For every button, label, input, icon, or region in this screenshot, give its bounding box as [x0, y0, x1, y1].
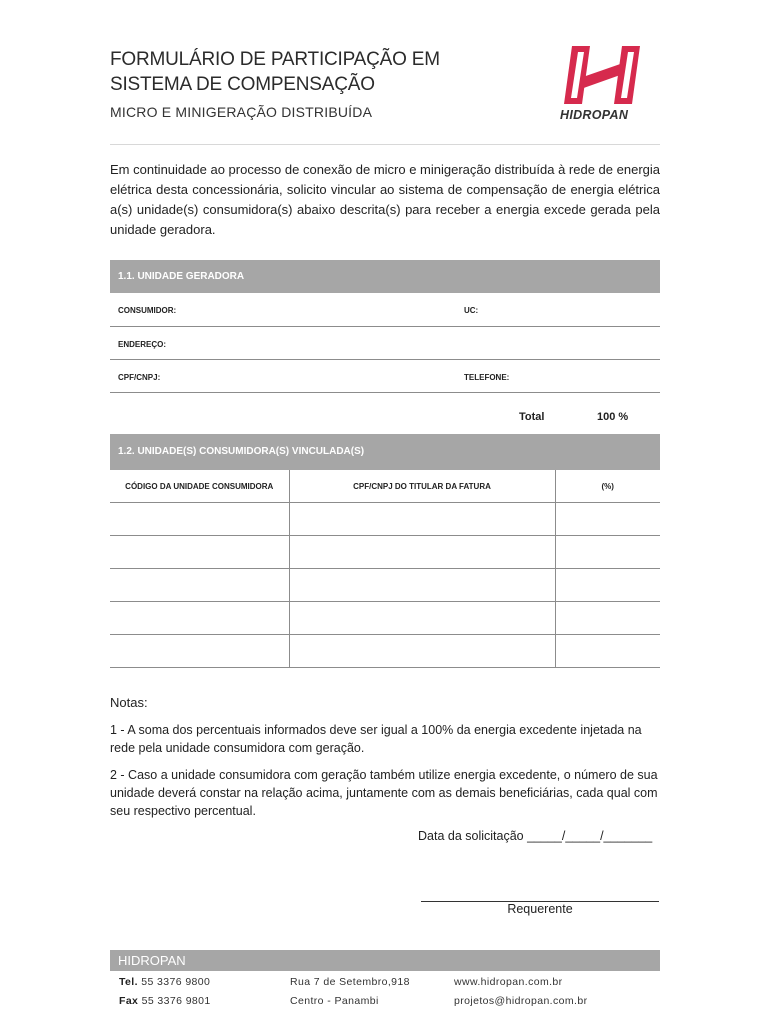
footer-fax [119, 995, 211, 1007]
cpf-cell[interactable] [289, 602, 555, 635]
tel-label: Tel. [119, 976, 138, 988]
percent-cell[interactable] [555, 635, 660, 668]
column-header-codigo: CÓDIGO DA UNIDADE CONSUMIDORA [110, 470, 289, 503]
request-date-field: Data da solicitação _____/_____/_______ [418, 829, 653, 843]
intro-paragraph: Em continuidade ao processo de conexão de micro e minigeração distribuída à rede de energia elétrica desta concessionária, solicito vincular ao sistema de compensação de energia elétrica a(s) unidade(s) consumidora(s) abaixo descrita(s) para receber a energia excede gerada pela unidade geradora. [110, 162, 660, 237]
codigo-cell[interactable] [110, 503, 289, 536]
row-divider [110, 326, 660, 327]
row-divider [110, 359, 660, 360]
endereco-label: ENDEREÇO: [118, 340, 167, 349]
column-header-percent: (%) [555, 470, 660, 503]
footer-phone [119, 976, 210, 988]
logo-wordmark: HIDROPAN [560, 108, 629, 122]
tel-value: 55 3376 9800 [141, 976, 211, 988]
footer-brand-band: HIDROPAN [110, 950, 660, 971]
section-heading-unidade-geradora: 1.1. UNIDADE GERADORA [110, 260, 660, 293]
document-title [110, 47, 440, 97]
title-line-1: FORMULÁRIO DE PARTICIPAÇÃO EM [110, 49, 440, 70]
percent-cell[interactable] [555, 503, 660, 536]
codigo-cell[interactable] [110, 569, 289, 602]
cpf-cell[interactable] [289, 536, 555, 569]
codigo-cell[interactable] [110, 602, 289, 635]
notes-title: Notas: [110, 695, 148, 710]
total-value: 100 % [597, 411, 629, 423]
cpf-cell[interactable] [289, 503, 555, 536]
total-label: Total [519, 411, 545, 423]
cpf-cnpj-label: CPF/CNPJ: [118, 373, 161, 382]
consumidor-label: CONSUMIDOR: [118, 306, 177, 315]
footer-email-link[interactable]: projetos@hidropan.com.br [454, 995, 588, 1007]
vinculadas-table [110, 470, 660, 668]
document-subtitle: MICRO E MINIGERAÇÃO DISTRIBUÍDA [110, 104, 373, 120]
note-2: 2 - Caso a unidade consumidora com geração também utilize energia excedente, o número de sua unidade deverá constar na relação acima, juntamente com as demais beneficiárias, cada qual com seu respectivo percentual. [110, 768, 658, 818]
title-line-2: SISTEMA DE COMPENSAÇÃO [110, 74, 375, 95]
percent-cell[interactable] [555, 536, 660, 569]
telefone-label: TELEFONE: [464, 373, 510, 382]
footer-address-line-1: Rua 7 de Setembro,918 [290, 976, 410, 988]
percent-cell[interactable] [555, 602, 660, 635]
note-1: 1 - A soma dos percentuais informados deve ser igual a 100% da energia excedente injetada na rede pela unidade consumidora com geração. [110, 723, 642, 755]
codigo-cell[interactable] [110, 635, 289, 668]
uc-label: UC: [464, 306, 479, 315]
table-row [110, 569, 660, 602]
cpf-cell[interactable] [289, 569, 555, 602]
table-row [110, 635, 660, 668]
footer-address-line-2: Centro - Panambi [290, 995, 379, 1007]
footer-website-link[interactable]: www.hidropan.com.br [454, 976, 563, 988]
row-divider [110, 392, 660, 393]
column-header-cpf-titular: CPF/CNPJ DO TITULAR DA FATURA [289, 470, 555, 503]
fax-label: Fax [119, 995, 139, 1007]
table-row [110, 602, 660, 635]
requerente-label: Requerente [507, 902, 573, 916]
table-header-row [110, 470, 660, 503]
table-row [110, 536, 660, 569]
cpf-cell[interactable] [289, 635, 555, 668]
table-row [110, 503, 660, 536]
fax-value: 55 3376 9801 [141, 995, 211, 1007]
percent-cell[interactable] [555, 569, 660, 602]
codigo-cell[interactable] [110, 536, 289, 569]
header-divider [110, 144, 660, 145]
section-heading-unidades-vinculadas: 1.2. UNIDADE(S) CONSUMIDORA(S) VINCULADA(S) [110, 434, 660, 470]
